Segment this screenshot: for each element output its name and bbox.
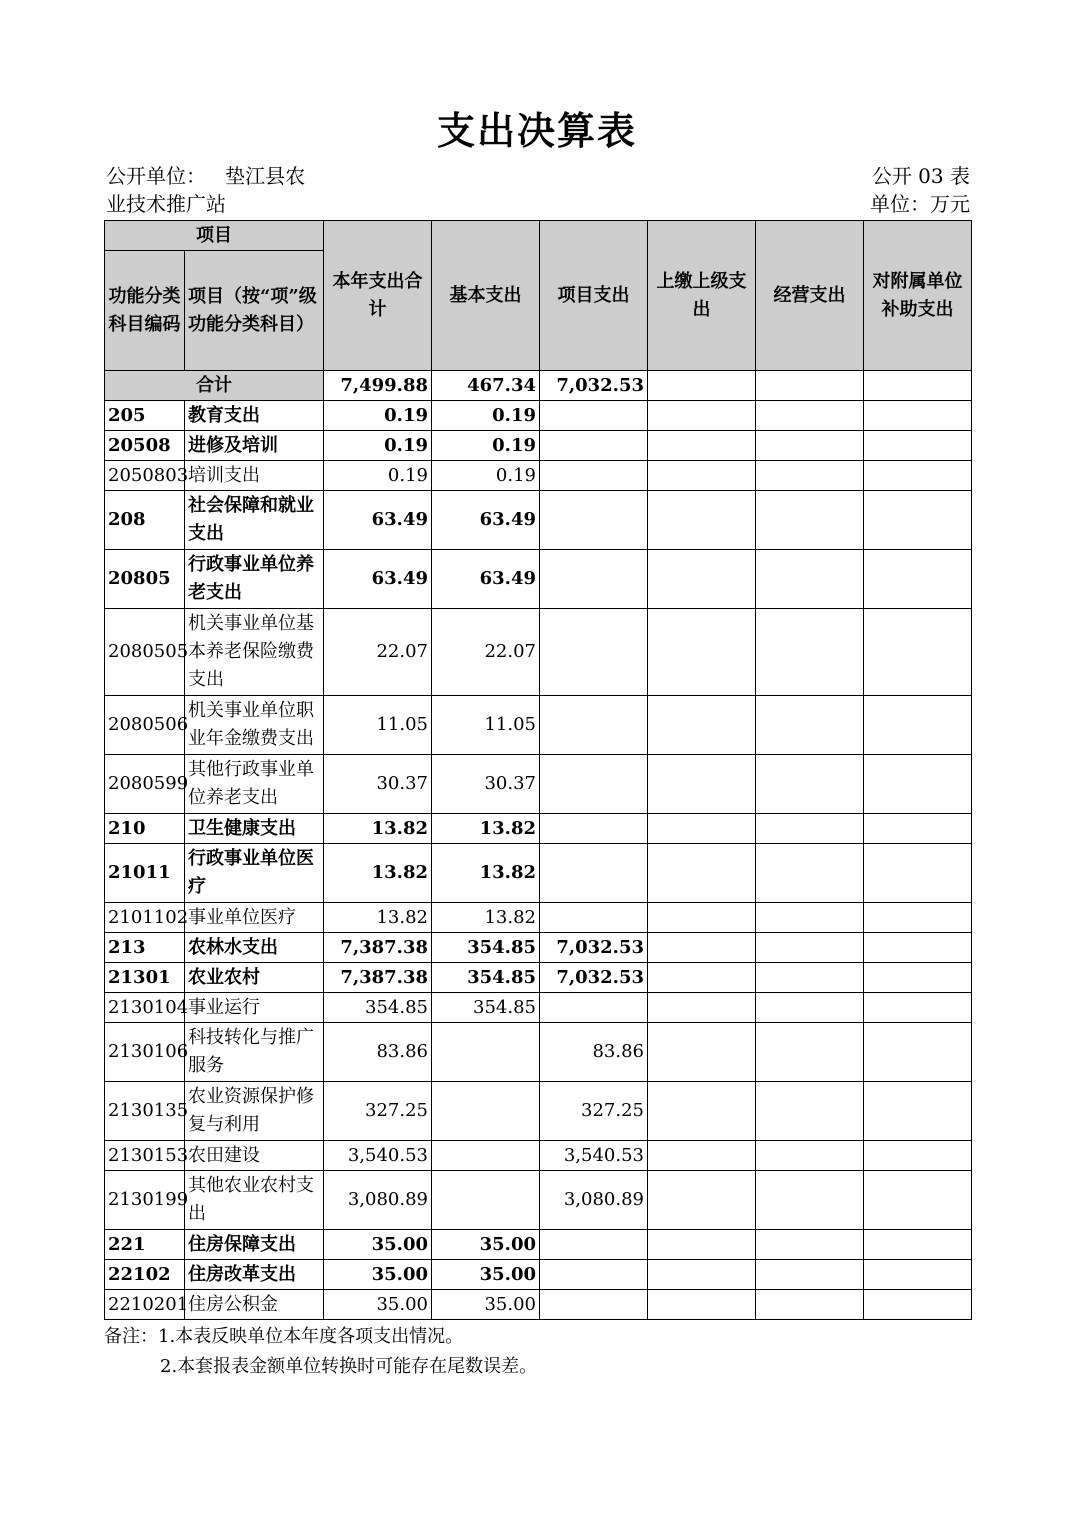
row-upper xyxy=(648,431,756,461)
unit-name-line1: 垫江县农 xyxy=(225,164,306,188)
row-name: 进修及培训 xyxy=(185,431,324,461)
row-project xyxy=(540,844,648,903)
table-row xyxy=(105,1023,972,1082)
row-basic: 63.49 xyxy=(432,491,540,550)
row-code: 210 xyxy=(105,814,185,844)
row-business xyxy=(756,1171,864,1230)
row-project: 7,032.53 xyxy=(540,933,648,963)
row-subsidy xyxy=(864,609,972,696)
row-code: 2130153 xyxy=(105,1141,185,1171)
table-row xyxy=(105,814,972,844)
row-business xyxy=(756,844,864,903)
total-amount: 7,499.88 xyxy=(324,371,432,401)
row-basic xyxy=(432,1141,540,1171)
row-upper xyxy=(648,491,756,550)
row-project: 3,540.53 xyxy=(540,1141,648,1171)
row-subsidy xyxy=(864,1141,972,1171)
row-name: 其他行政事业单位养老支出 xyxy=(185,755,324,814)
header-subsidy: 对附属单位补助支出 xyxy=(864,221,972,371)
header-upper: 上缴上级支出 xyxy=(648,221,756,371)
row-total: 22.07 xyxy=(324,609,432,696)
row-total: 7,387.38 xyxy=(324,963,432,993)
row-upper xyxy=(648,609,756,696)
row-name: 行政事业单位医疗 xyxy=(185,844,324,903)
row-upper xyxy=(648,696,756,755)
row-basic: 35.00 xyxy=(432,1290,540,1320)
row-total: 83.86 xyxy=(324,1023,432,1082)
row-total: 3,540.53 xyxy=(324,1141,432,1171)
row-code: 2101102 xyxy=(105,903,185,933)
row-upper xyxy=(648,963,756,993)
row-upper xyxy=(648,1023,756,1082)
row-business xyxy=(756,401,864,431)
row-business xyxy=(756,431,864,461)
row-code: 2050803 xyxy=(105,461,185,491)
row-code: 2130104 xyxy=(105,993,185,1023)
row-total: 35.00 xyxy=(324,1260,432,1290)
expenditure-table xyxy=(104,220,972,1320)
row-name: 科技转化与推广服务 xyxy=(185,1023,324,1082)
table-row xyxy=(105,1141,972,1171)
row-project xyxy=(540,1290,648,1320)
row-subsidy xyxy=(864,401,972,431)
row-subsidy xyxy=(864,755,972,814)
row-basic: 354.85 xyxy=(432,963,540,993)
row-basic: 63.49 xyxy=(432,550,540,609)
row-project xyxy=(540,993,648,1023)
row-total: 63.49 xyxy=(324,550,432,609)
row-name: 住房保障支出 xyxy=(185,1230,324,1260)
row-name: 农田建设 xyxy=(185,1141,324,1171)
row-upper xyxy=(648,1141,756,1171)
row-total: 3,080.89 xyxy=(324,1171,432,1230)
row-upper xyxy=(648,755,756,814)
row-upper xyxy=(648,1260,756,1290)
row-upper xyxy=(648,550,756,609)
row-total: 0.19 xyxy=(324,431,432,461)
table-row xyxy=(105,844,972,903)
page-title: 支出决算表 xyxy=(436,108,637,153)
row-business xyxy=(756,1260,864,1290)
row-upper xyxy=(648,1171,756,1230)
unit-label: 公开单位： xyxy=(106,164,206,188)
row-upper xyxy=(648,814,756,844)
row-name: 农业资源保护修复与利用 xyxy=(185,1082,324,1141)
form-number: 公开 03 表 xyxy=(871,164,970,188)
row-project xyxy=(540,1260,648,1290)
unit-name-line2: 业技术推广站 xyxy=(106,192,226,216)
row-subsidy xyxy=(864,903,972,933)
row-total: 30.37 xyxy=(324,755,432,814)
row-subsidy xyxy=(864,431,972,461)
row-subsidy xyxy=(864,1230,972,1260)
form-info xyxy=(870,162,970,218)
row-code: 221 xyxy=(105,1230,185,1260)
row-subsidy xyxy=(864,993,972,1023)
row-project xyxy=(540,814,648,844)
table-row xyxy=(105,461,972,491)
table-row xyxy=(105,431,972,461)
header-code: 功能分类科目编码 xyxy=(105,251,185,371)
row-subsidy xyxy=(864,461,972,491)
row-basic: 13.82 xyxy=(432,814,540,844)
row-project: 7,032.53 xyxy=(540,963,648,993)
row-basic: 22.07 xyxy=(432,609,540,696)
row-business xyxy=(756,963,864,993)
row-business xyxy=(756,993,864,1023)
table-row xyxy=(105,1230,972,1260)
table-row xyxy=(105,401,972,431)
table-row xyxy=(105,550,972,609)
row-name: 住房公积金 xyxy=(185,1290,324,1320)
row-business xyxy=(756,755,864,814)
header-project: 项目支出 xyxy=(540,221,648,371)
row-total: 0.19 xyxy=(324,401,432,431)
row-code: 213 xyxy=(105,933,185,963)
header-name: 项目（按“项”级功能分类科目） xyxy=(185,251,324,371)
row-project: 327.25 xyxy=(540,1082,648,1141)
row-business xyxy=(756,696,864,755)
row-project xyxy=(540,609,648,696)
row-subsidy xyxy=(864,1290,972,1320)
row-basic: 0.19 xyxy=(432,431,540,461)
row-project xyxy=(540,696,648,755)
row-code: 20508 xyxy=(105,431,185,461)
row-project xyxy=(540,903,648,933)
header-project-group: 项目 xyxy=(105,221,324,251)
row-project: 83.86 xyxy=(540,1023,648,1082)
row-project xyxy=(540,1230,648,1260)
note-2: 2.本套报表金额单位转换时可能存在尾数误差。 xyxy=(160,1356,538,1377)
row-business xyxy=(756,903,864,933)
row-business xyxy=(756,550,864,609)
row-code: 2080506 xyxy=(105,696,185,755)
row-total: 7,387.38 xyxy=(324,933,432,963)
row-upper xyxy=(648,933,756,963)
row-code: 22102 xyxy=(105,1260,185,1290)
row-basic: 13.82 xyxy=(432,844,540,903)
row-code: 2130199 xyxy=(105,1171,185,1230)
row-total: 327.25 xyxy=(324,1082,432,1141)
row-code: 208 xyxy=(105,491,185,550)
row-subsidy xyxy=(864,1082,972,1141)
header-business: 经营支出 xyxy=(756,221,864,371)
row-business xyxy=(756,491,864,550)
row-basic xyxy=(432,1082,540,1141)
row-project xyxy=(540,461,648,491)
row-total: 13.82 xyxy=(324,903,432,933)
row-project xyxy=(540,550,648,609)
row-code: 205 xyxy=(105,401,185,431)
row-total: 0.19 xyxy=(324,461,432,491)
row-basic: 35.00 xyxy=(432,1230,540,1260)
row-code: 2130135 xyxy=(105,1082,185,1141)
table-row xyxy=(105,933,972,963)
row-basic: 35.00 xyxy=(432,1260,540,1290)
table-row xyxy=(105,755,972,814)
row-name: 培训支出 xyxy=(185,461,324,491)
total-row xyxy=(105,371,972,401)
row-subsidy xyxy=(864,1171,972,1230)
table-row xyxy=(105,491,972,550)
total-business xyxy=(756,371,864,401)
row-total: 35.00 xyxy=(324,1290,432,1320)
row-name: 事业运行 xyxy=(185,993,324,1023)
row-subsidy xyxy=(864,1023,972,1082)
row-upper xyxy=(648,1082,756,1141)
row-upper xyxy=(648,993,756,1023)
row-total: 11.05 xyxy=(324,696,432,755)
row-name: 住房改革支出 xyxy=(185,1260,324,1290)
row-upper xyxy=(648,1290,756,1320)
total-label: 合计 xyxy=(105,371,324,401)
row-total: 35.00 xyxy=(324,1230,432,1260)
row-name: 行政事业单位养老支出 xyxy=(185,550,324,609)
row-name: 卫生健康支出 xyxy=(185,814,324,844)
row-business xyxy=(756,933,864,963)
table-row xyxy=(105,1260,972,1290)
row-subsidy xyxy=(864,491,972,550)
row-name: 机关事业单位基本养老保险缴费支出 xyxy=(185,609,324,696)
row-basic: 0.19 xyxy=(432,401,540,431)
currency-unit: 单位：万元 xyxy=(870,192,970,216)
row-upper xyxy=(648,844,756,903)
table-row xyxy=(105,1082,972,1141)
reporting-unit xyxy=(106,162,305,218)
row-business xyxy=(756,609,864,696)
row-subsidy xyxy=(864,933,972,963)
row-total: 13.82 xyxy=(324,814,432,844)
row-project xyxy=(540,755,648,814)
row-basic xyxy=(432,1023,540,1082)
row-name: 教育支出 xyxy=(185,401,324,431)
row-total: 13.82 xyxy=(324,844,432,903)
row-basic: 11.05 xyxy=(432,696,540,755)
row-business xyxy=(756,461,864,491)
row-project xyxy=(540,431,648,461)
row-name: 农林水支出 xyxy=(185,933,324,963)
row-subsidy xyxy=(864,696,972,755)
row-business xyxy=(756,1082,864,1141)
row-project xyxy=(540,491,648,550)
total-subsidy xyxy=(864,371,972,401)
row-total: 63.49 xyxy=(324,491,432,550)
row-code: 2130106 xyxy=(105,1023,185,1082)
row-business xyxy=(756,1230,864,1260)
row-upper xyxy=(648,461,756,491)
row-name: 事业单位医疗 xyxy=(185,903,324,933)
row-code: 2080505 xyxy=(105,609,185,696)
total-project: 7,032.53 xyxy=(540,371,648,401)
table-row xyxy=(105,903,972,933)
row-business xyxy=(756,1023,864,1082)
row-name: 农业农村 xyxy=(185,963,324,993)
row-name: 社会保障和就业支出 xyxy=(185,491,324,550)
row-basic: 13.82 xyxy=(432,903,540,933)
note-1: 备注：1.本表反映单位本年度各项支出情况。 xyxy=(104,1326,464,1347)
row-subsidy xyxy=(864,814,972,844)
row-code: 2210201 xyxy=(105,1290,185,1320)
header-basic: 基本支出 xyxy=(432,221,540,371)
row-subsidy xyxy=(864,963,972,993)
row-upper xyxy=(648,401,756,431)
row-upper xyxy=(648,1230,756,1260)
row-subsidy xyxy=(864,1260,972,1290)
row-business xyxy=(756,814,864,844)
table-row xyxy=(105,1171,972,1230)
row-business xyxy=(756,1290,864,1320)
table-row xyxy=(105,993,972,1023)
row-project xyxy=(540,401,648,431)
row-basic: 0.19 xyxy=(432,461,540,491)
row-code: 20805 xyxy=(105,550,185,609)
row-basic: 354.85 xyxy=(432,993,540,1023)
row-code: 2080599 xyxy=(105,755,185,814)
row-subsidy xyxy=(864,550,972,609)
row-code: 21301 xyxy=(105,963,185,993)
row-basic xyxy=(432,1171,540,1230)
row-name: 机关事业单位职业年金缴费支出 xyxy=(185,696,324,755)
row-basic: 30.37 xyxy=(432,755,540,814)
row-project: 3,080.89 xyxy=(540,1171,648,1230)
table-row xyxy=(105,609,972,696)
table-row xyxy=(105,1290,972,1320)
row-total: 354.85 xyxy=(324,993,432,1023)
row-name: 其他农业农村支出 xyxy=(185,1171,324,1230)
row-subsidy xyxy=(864,844,972,903)
total-basic: 467.34 xyxy=(432,371,540,401)
total-upper xyxy=(648,371,756,401)
row-upper xyxy=(648,903,756,933)
row-code: 21011 xyxy=(105,844,185,903)
table-row xyxy=(105,696,972,755)
header-total: 本年支出合计 xyxy=(324,221,432,371)
notes xyxy=(104,1322,537,1382)
row-business xyxy=(756,1141,864,1171)
table-row xyxy=(105,963,972,993)
row-basic: 354.85 xyxy=(432,933,540,963)
